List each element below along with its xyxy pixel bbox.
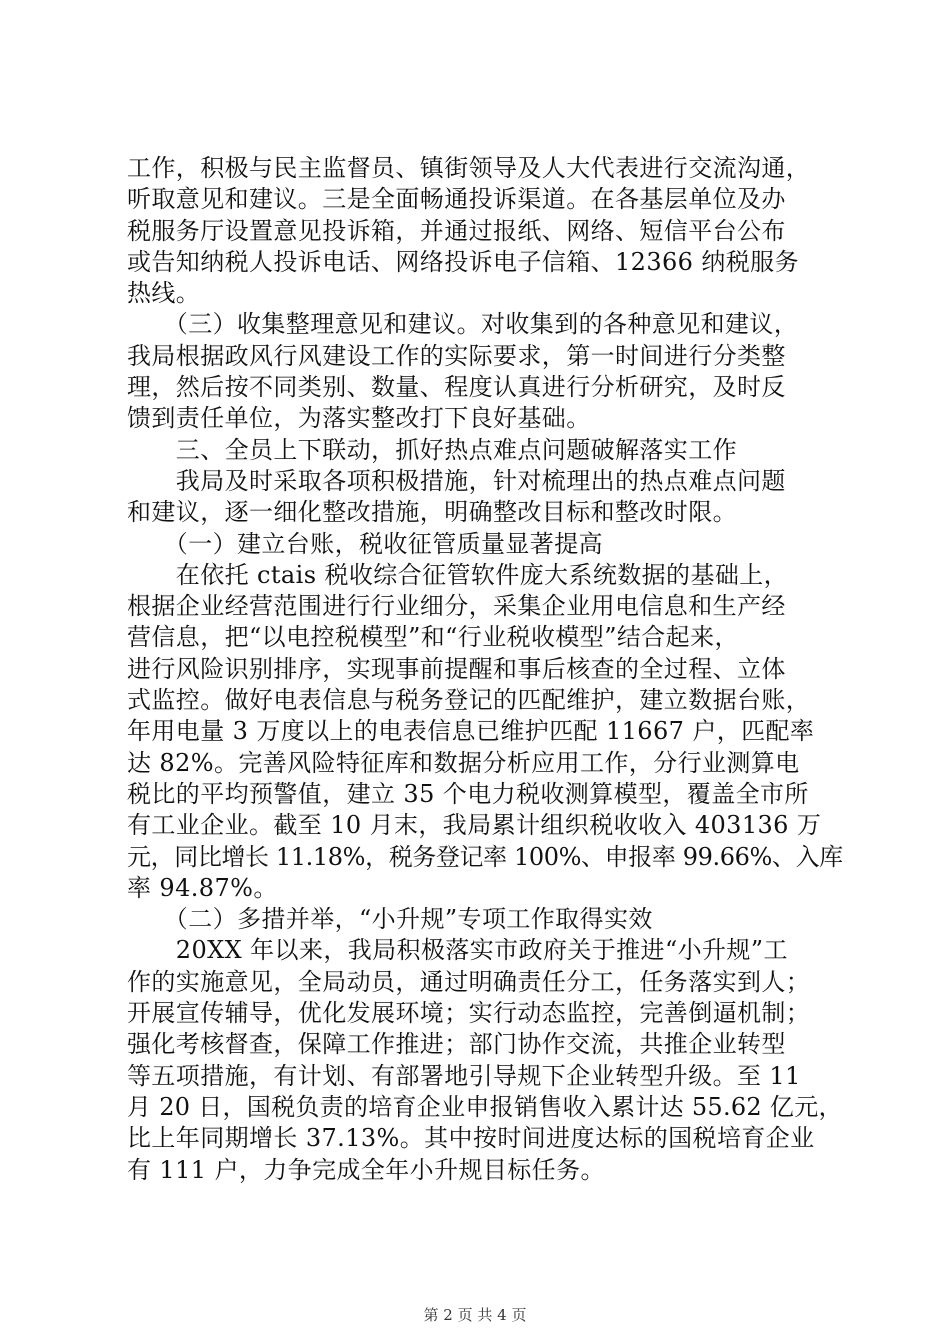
text-line: 进行风险识别排序，实现事前提醒和事后核查的全过程、立体 xyxy=(127,654,786,683)
text-line: （二）多措并举，“小升规”专项工作取得实效 xyxy=(127,905,653,934)
text-line: 作的实施意见，全局动员，通过明确责任分工，任务落实到人； xyxy=(127,967,811,996)
text-line: 营信息，把“以电控税模型”和“行业税收模型”结合起来， xyxy=(127,623,739,652)
text-line: 根据企业经营范围进行行业细分，采集企业用电信息和生产经 xyxy=(127,592,786,621)
text-line: 理，然后按不同类别、数量、程度认真进行分析研究，及时反 xyxy=(127,373,786,402)
text-line: 元，同比增长 11.18%，税务登记率 100%、申报率 99.66%、入库 xyxy=(127,842,843,871)
text-line: 20XX 年以来，我局积极落实市政府关于推进“小升规”工 xyxy=(127,936,788,965)
text-line: 或告知纳税人投诉电话、网络投诉电子信箱、12366 纳税服务 xyxy=(127,247,799,276)
text-line: 热线。 xyxy=(127,279,201,308)
text-line: 我局根据政风行风建设工作的实际要求，第一时间进行分类整 xyxy=(127,341,786,370)
text-line: 在依托 ctais 税收综合征管软件庞大系统数据的基础上， xyxy=(127,560,789,589)
text-line: 有工业企业。截至 10 月末，我局累计组织税收收入 403136 万 xyxy=(127,811,822,840)
text-line: 达 82%。完善风险特征库和数据分析应用工作，分行业测算电 xyxy=(127,748,800,777)
text-line: 有 111 户，力争完成全年小升规目标任务。 xyxy=(127,1155,605,1184)
page-footer: 第 2 页 共 4 页 xyxy=(423,1306,527,1324)
text-line: 工作，积极与民主监督员、镇街领导及人大代表进行交流沟通， xyxy=(127,154,811,182)
text-line: 我局及时采取各项积极措施，针对梳理出的热点难点问题 xyxy=(127,466,786,495)
text-line: 等五项措施，有计划、有部署地引导规下企业转型升级。至 11 xyxy=(127,1061,801,1090)
text-line: 年用电量 3 万度以上的电表信息已维护匹配 11667 户，匹配率 xyxy=(127,717,815,746)
text-line: （一）建立台账，税收征管质量显著提高 xyxy=(127,529,603,558)
text-line: 率 94.87%。 xyxy=(127,873,278,902)
text-line: 三、全员上下联动，抓好热点难点问题破解落实工作 xyxy=(127,435,737,464)
document-body xyxy=(127,153,843,1186)
text-line: 税服务厅设置意见投诉箱，并通过报纸、网络、短信平台公布 xyxy=(127,216,786,245)
text-line: 和建议，逐一细化整改措施，明确整改目标和整改时限。 xyxy=(127,498,737,527)
text-line: 月 20 日，国税负责的培育企业申报销售收入累计达 55.62 亿元， xyxy=(127,1092,843,1121)
text-line: 强化考核督查，保障工作推进；部门协作交流，共推企业转型 xyxy=(127,1030,786,1059)
text-line: 税比的平均预警值，建立 35 个电力税收测算模型，覆盖全市所 xyxy=(127,779,809,808)
text-line: 馈到责任单位，为落实整改打下良好基础。 xyxy=(127,404,591,433)
text-line: 比上年同期增长 37.13%。其中按时间进度达标的国税培育企业 xyxy=(127,1124,815,1153)
text-line: 式监控。做好电表信息与税务登记的匹配维护，建立数据台账， xyxy=(127,686,811,715)
text-line: （三）收集整理意见和建议。对收集到的各种意见和建议， xyxy=(127,310,799,339)
text-line: 听取意见和建议。三是全面畅通投诉渠道。在各基层单位及办 xyxy=(127,185,786,214)
text-line: 开展宣传辅导，优化发展环境；实行动态监控，完善倒逼机制； xyxy=(127,999,811,1028)
